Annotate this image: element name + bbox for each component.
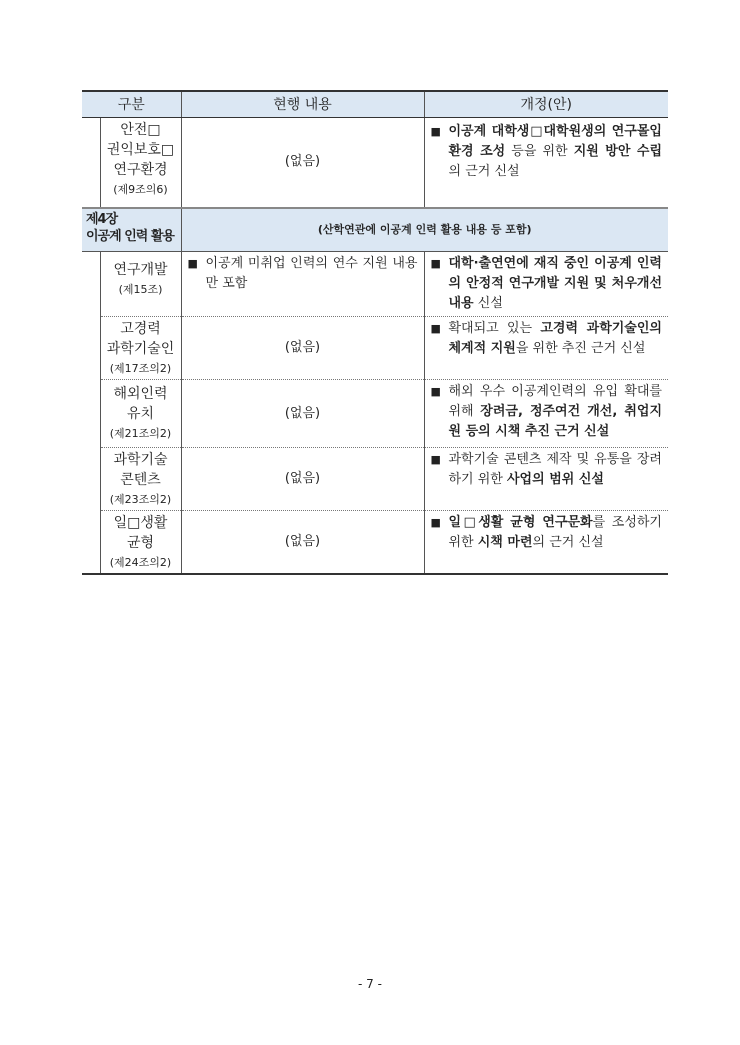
- bullet-icon: ■: [430, 453, 441, 466]
- table-row: [82, 511, 668, 575]
- law-reference: (제24조의2): [109, 556, 172, 569]
- law-reference: (제9조의6): [113, 183, 168, 196]
- category-label: 연구개발: [113, 262, 168, 278]
- table-row: [82, 252, 668, 317]
- revised-content: ■ 일□생활 균형 연구문화를 조성하기 위한 시책 마련의 근거 신설: [425, 511, 669, 555]
- category-label: 연구환경: [113, 162, 168, 178]
- law-reference: (제23조의2): [109, 493, 172, 506]
- header-current: 현행 내용: [181, 91, 424, 118]
- bullet-icon: ■: [430, 257, 441, 270]
- revised-content: ■ 과학기술 콘텐츠 제작 및 유통을 장려하기 위한 사업의 범위 신설: [425, 448, 669, 492]
- bullet-icon: ■: [430, 385, 441, 398]
- section-subtitle: 이공계 인력 활용: [86, 228, 174, 244]
- revised-content: ■ 해외 우수 이공계인력의 유입 확대를 위해 장려금, 정주여건 개선, 취업지원 등의 시책 추진 근거 신설: [425, 380, 669, 444]
- comparison-table: [82, 90, 668, 575]
- bullet-icon: ■: [187, 257, 198, 270]
- bullet-icon: ■: [430, 125, 441, 138]
- category-label: 균형: [126, 535, 155, 551]
- current-content: (없음): [284, 471, 321, 486]
- table-header-row: [82, 91, 668, 118]
- current-content: (없음): [284, 340, 321, 355]
- category-label: 고경력: [120, 321, 161, 337]
- header-revised: 개정(안): [424, 91, 668, 118]
- current-content: (없음): [284, 154, 321, 170]
- category-label: 콘텐츠: [120, 472, 161, 488]
- section-title: 제4장: [86, 211, 118, 227]
- page-number: - 7 -: [358, 977, 382, 991]
- current-content: ■ 이공계 미취업 인력의 연수 지원 내용만 포함: [182, 252, 424, 296]
- category-label: 권익보호□: [106, 142, 175, 158]
- revised-content: ■ 대학·출연연에 재직 중인 이공계 인력의 안정적 연구개발 지원 및 처우개선 내용 신설: [425, 252, 669, 316]
- category-label: 과학기술인: [106, 341, 175, 357]
- table-row: [82, 448, 668, 511]
- section-row: [82, 208, 668, 252]
- bullet-icon: ■: [430, 516, 441, 529]
- table-row: [82, 118, 668, 208]
- table-row: [82, 317, 668, 380]
- category-label: 해외인력: [113, 386, 168, 402]
- revised-content: ■ 확대되고 있는 고경력 과학기술인의 체계적 지원을 위한 추진 근거 신설: [425, 317, 669, 361]
- category-label: 유치: [126, 406, 155, 422]
- current-content: (없음): [284, 534, 321, 549]
- table-row: [82, 380, 668, 448]
- law-reference: (제17조의2): [109, 362, 172, 375]
- revised-content: ■ 이공계 대학생□대학원생의 연구몰입 환경 조성 등을 위한 지원 방안 수립의 근거 신설: [425, 118, 669, 184]
- section-note: (산학연관에 이공계 인력 활용 내용 등 포함): [181, 208, 668, 252]
- current-content: (없음): [284, 405, 321, 421]
- category-label: 안전□: [120, 122, 161, 138]
- law-reference: (제21조의2): [109, 427, 172, 440]
- law-reference: (제15조): [118, 283, 163, 296]
- bullet-icon: ■: [430, 322, 441, 335]
- category-label: 일□생활: [113, 515, 168, 531]
- category-label: 과학기술: [113, 452, 168, 468]
- header-category: 구분: [82, 91, 181, 118]
